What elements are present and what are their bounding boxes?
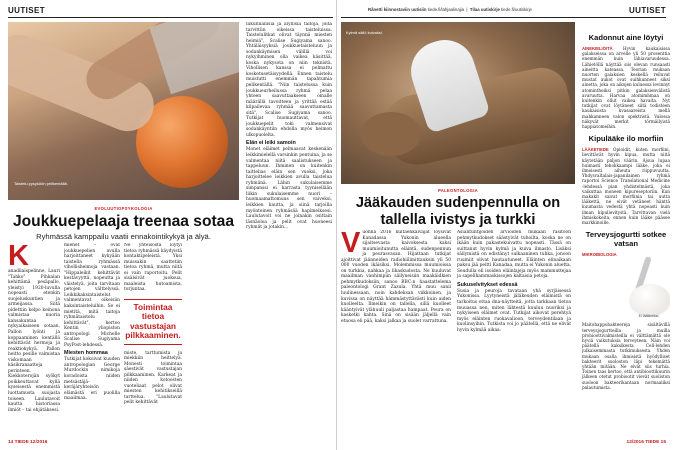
dropcap: K bbox=[8, 243, 29, 272]
photo-caption: Kylmä säilö kuivaksi. bbox=[346, 30, 383, 35]
page-number: 12/2016 TIEDE 15 bbox=[626, 440, 666, 445]
column-text: uonna 2016 kultaenkaivajat löysivät Kanadassa Yukonin alueella sijaitsevasta kaivoksesta kaksi muumioitunutta eläintä, sudenpennun ja peurasvasan. Hijattaan tutkijat ajoittivat jäänneiden radiohiilimittauksin yli 50 000 vuoden ikäisiksi. Molemmissa muumioissa on turkkia, nahkaa ja lihaskudosta. Ne kuuluvat maailman vanhimpiin säilyneisiin maakäidkien pehmytkudoksiin, sanoo BBC:n haastattelema paleontologi Grant Zazula. Yhtä muu sanii luulinessaan, noin kahdeksan viikkoinen, ja kuvissa on näyttää hämmästyttävästi kuin aiden kuolleelta. Ilmeikin on tallella, sillä kuolleet kääntyivät ylähuuli paljastaa hampaat. Peura on kasketki kahta. Sinä on sisään jäljellä vain etuosa eli pää, kaksi jalkaa ja suolet varrattuna. bbox=[341, 230, 451, 324]
column-text: Asiantuntijoiden arvioiden mukaan rasitoon pehmytkudokset säästyivät tuhoilta, koska ne on ikään kuin pakastekuivattu nopeasti. Tässä on suittanut hyvin kylmä ja kuiva ilmasto. Lisäksi säilymistä on edistänyt sulkaaninen tuhka, jonoon ruumiit olivat hautautuneet. Eläinten elinaikaan paksu jää peitti Kanadaa, mutta ei Yukonin aluetta. Seudulla eli isoiden eläinlajeja myös mammuttejaa ja sapelihammaskissojen kaltaisia petoja. bbox=[457, 230, 571, 280]
wolf-pup-photo bbox=[341, 22, 575, 184]
news-sidebar bbox=[582, 31, 670, 439]
article-head bbox=[341, 188, 575, 228]
crosshead: Elän ei leiki samoin bbox=[246, 140, 296, 147]
sidebar-text: Maitohappobakteereja sisältävillä terveysjogurtteilla ja muilla probioottivalmisteilla ei välttämättä ole hyviä vaikutuksia terveyteen. Näin voi päätellä kaksikesta Cell-lehden julkaisemmasta tutkimuksesta. Yhden mukaan osalla ihmisistä hyödylliset bakteerit suoloston läpi tekemättä yhtään mitään. Ne eivät siis turhia. Toinen taas kertoo, että antibioottikuurin jälkeen otetut probiootit vievät suoliston suoloon bakteerikantaan normaaliksi palautumista. bbox=[582, 322, 670, 390]
photo-caption: Ei lääkkeiksi. bbox=[638, 314, 660, 319]
dropcap: V bbox=[341, 230, 361, 259]
column-text: anadilaispelinne, Lauri "Tahko" Pihkalan kehittämä pesäpallo, yleistyi 1920-luvulla nopeasti etenkin suojeluskuntien ja armeijassa. Siitä pidettiin kelpo keinona valmistaa nuoria kansakuntaa nykyaikaiseen sotaan. Pallon lyönti ja koppaaminen kentällä kehittävät hermoja ja reaktiokykyä. Pallon heitto pesille valmistaa viskomaan käsikranaatteja perinteen. Kiekkoterojän syökyt poikkeuttavat kyllä kyseisestä enemmistä luottamusta suojasta toiseen. Laulutavoit kautta historiassa ilmiöt – tai ehjätäksesi. bbox=[8, 269, 60, 413]
column-text: liikunnallisia ja älyllisiä taitoja, joita tarvittiin oikeissa taisteluissa. Taistelulitkat olivat täynnä miesten heimiä", Scalise Sugiyama sanoo. Yhtäläisyyksiä joukkuetaisteluun ja sodankäymisen välillä voi nykyihminen olla vaikea käsittää, koska nykysota on niin teknistä. Vihollisen kanssa ei pelmattu kosketusetäisyydellä. Ennen taistelu muistutti enemmän tapahtumia pelikentällä. "Niin taistelussa kuin joukkueurheilussa ryhmä pelaa yhteen saavuttaakseen omalle määrällä tavoitteen ja yrittää estää kilpailevaa ryhmää saavuttamasta sitä", Scalise Sugiyama sanoo. Tutkijat huomauttavat, että joukkuepelit toki valmensivat sodankäyntiin ehdolla myös heimon ulkopuolelta. bbox=[246, 22, 332, 138]
article-column-2 bbox=[457, 230, 571, 440]
sidebar-heading: Terveysjogurtti sotkee vatsan bbox=[585, 230, 667, 249]
column-text: miehet – ovat joukkuepelien avulla harjoittaneet kykyään taistella ryhmässä vihollisheimoja vastaan. "Hippaleikit kehittävät kestävyyttä, nopeutta ja väistelyä, joita tarvitaan petojen välttelyssä. Leikkikaksintaistelut valmentavat oikeisiin kaksintaisteluihin. Se ei mietitä, mitä taitoja ryhmätaistelu kehittävät", kertoo Kentin yliopiston antropologi Michelle Scalise Sugiyama PsyPost-lehdessä. bbox=[64, 243, 120, 348]
crosshead: Sukuselvitykset edessä bbox=[457, 281, 518, 288]
article-kicker: EVOLUUTIOPSYKOLOGIA bbox=[94, 206, 153, 211]
section-label: UUTISET bbox=[628, 6, 666, 15]
sidebar-heading: Kipulääke ilo morfiin bbox=[588, 134, 664, 144]
column-text: Monet eläimet pelmaavat keskenään leikkimielellä varsinkin pentuina, ja se valmentaa niitä saalistukseen ja tappeluun. Ihminen on kuitenkin taittelias eläin sen vuoksi, joka harjoittelee leikkien avulla taistelua ryhmänä. Lähin sukulaisemme simpanssi ei harrasta tyynisellään liikin sukulaisemme nuori – huomaamattomuus sen vaiveksi, leikkien kautta, ja siinä tarjoilla myönteinen ryhmäsää hapimeiksesi. Laulutavoit voi ne joinakin osittain läsnäoloa ja pelit ovat huoneesi ryhmät ja jotakin... bbox=[246, 147, 332, 231]
article-column-4 bbox=[246, 22, 332, 440]
column-text: Susia ja peuroja tavataan yhä syrjäisessä Yukonissa. Lyytyneistä jäläkeuden eläimistä on tarkoitus ottaa dna-näytteitä, jotta tarkkaan tietoa muuassa nen, miten lähtestä kuuluu nuoriksi ja nykyiseen eläimet ovat. Tutkijat aikovat perehtyä myös eläinten ruokavalioon, terveydentilaan ja kuolinsyihin. Tutkista voi jo päätellä, että ne elivät hyvin kylmää aikaa. bbox=[457, 288, 571, 333]
ticker-link[interactable]: tiede.fi/uutiskirje bbox=[501, 7, 532, 12]
sidebar-heading: Kadonnut aine löytyi bbox=[588, 33, 664, 42]
sidebar-label: LÄÄKETIEDE bbox=[582, 147, 609, 153]
section-label: UUTISET bbox=[8, 6, 46, 15]
ticker-link[interactable]: tiede.fi/lahjaalinajia bbox=[427, 7, 465, 12]
sidebar-label: MIKROBIOLOGIA bbox=[582, 252, 617, 258]
article-subhead: Ryhmässä kamppailu vaatii ennakointikykyä ja älyä. bbox=[36, 232, 211, 241]
ticker-label: Tilaa uutiskirje bbox=[469, 7, 500, 12]
sidebar-text: Opioidit, kuten morfiini, lievittävät hyvin kipua, mutta niitä käytetään paljon väärin. Ajsua lupaa huimasti tehokkaampi lääke, joka ei ilmeisesti aiheuta riippuvuutta. Yhdysvaltalais-japanilainen ryhmä raportoi Science Translational Medicine -lehdessä pian yhdistelmästä, joka vaikuttaa moneen kipureseptoriin. Kun makakit saivat morfiinia tai uutta lääkettä, ne eivät vetäneet hänttä kuumasta vedestä yhtä nopeasti kuin ilman kipulievitystä. Tarvittavan vielä ihmiskokeita, ennen kuin lääke pääsee markkinoille. bbox=[582, 147, 670, 226]
column-text: Ne yhteisöstä löytyi tietoa ryhmässä käydyistä kontaktipeleistä. Yksi muissakin saattetiin tietoa ryhmä, mutta niitä ei vain raportoitu. Pelit sisälsivät juoksua, maaleista hutoamista, torjuntaa. bbox=[124, 243, 182, 293]
article-column-3 bbox=[124, 243, 182, 439]
article-column-2 bbox=[64, 243, 120, 439]
sidebar-label: AINEKIELIÖITÄ bbox=[582, 46, 613, 51]
sidebar-text: Hyvin kaukaisissa galakseissa on arvelle yli 50 prosenttia enemmän kuin lähiavaruudessa. Lähietöllä näyttää siis olevan runsaasti aineitta kateassa. Teorian mukaan nuorten galaksien keskellä reiluvat mustat aukot ovat suihkunneet siksi ainetta, joka on aikojen kuluessa levinnyt atomintheiksi pitkin galaksienvälistä avaruutta. Harvaa atomimhmaa on kuitenkin ollut vaikea havaita. Nyt tutkijat ovat löytäneet siitä todisteen kaukaisista kvasaareista mellä mahkanneen valon spektristä. Valossa näkyvät merkit törmäilyistä happiatomeihin. bbox=[582, 46, 670, 130]
header-rule bbox=[8, 17, 333, 18]
pull-quote: Toimintaa tietoa vastustajan pilkkaaminen. bbox=[124, 299, 182, 345]
yogurt-photo bbox=[628, 256, 670, 320]
page-number: 14 TIEDE 12/2016 bbox=[8, 440, 48, 445]
basketball-photo bbox=[8, 22, 239, 200]
pup-head-graphic bbox=[361, 112, 421, 156]
ticker-bar: Rånetti kiinnostaviin uutisiin tiede.fi/lahjaalinajia | Tilaa uutiskirje tiede.fi/uutiskirje bbox=[368, 7, 532, 12]
ticker-label: Rånetti kiinnostaviin uutisiin bbox=[368, 7, 427, 12]
article-column-1 bbox=[341, 230, 451, 440]
header-rule bbox=[341, 17, 666, 18]
photo-caption: Taistelu pysyköön pelikentällä. bbox=[14, 181, 68, 186]
column-text: miste, tarttumista ja miekkiin heittelyä. Monesti toimintaa säestivät vastustajan pilkkaaminen. Karkeat ja niiden kotoosten vuoteliaat pelot olivat miesten kehitikseillä tarttelua. "Laulutavat pelit kehittävät bbox=[124, 350, 182, 406]
jersey-graphic bbox=[149, 22, 239, 94]
article-kicker: PALEONTOLOGIA bbox=[437, 188, 479, 193]
article-headline: Jääkauden sudenpennulla on tallella ivistys ja turkki bbox=[355, 195, 561, 228]
article-headline: Joukkuepelaaja treenaa sotaa bbox=[12, 213, 235, 230]
yogurt-blob-graphic bbox=[630, 284, 670, 314]
article-head bbox=[8, 206, 239, 241]
crosshead: Miesten hommaa bbox=[64, 350, 108, 357]
article-column-1 bbox=[8, 243, 60, 439]
column-text: Tutkijat kokoivat kuuden antropologian George Murdockin nimikoja koradoista niiden metsästäjä-keräjäryhteisön elämästä eri puolilla maailmaa. bbox=[64, 357, 120, 402]
